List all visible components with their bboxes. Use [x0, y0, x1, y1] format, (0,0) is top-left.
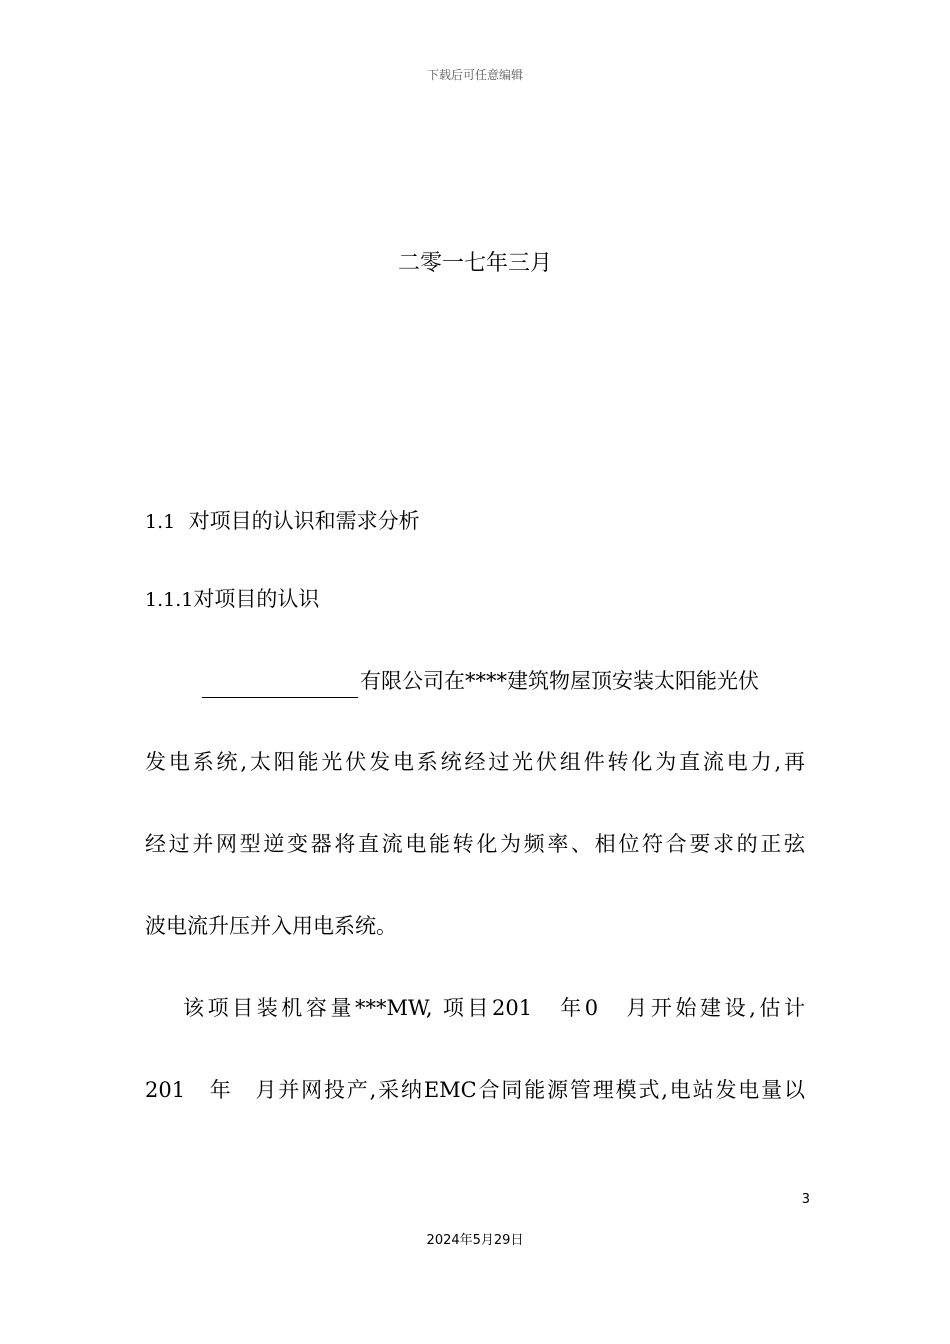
subsection-heading [145, 583, 319, 613]
page-number: 3 [801, 1192, 810, 1207]
header-note: 下载后可任意编辑 [426, 68, 523, 82]
subsection-number: 1.1.1 [145, 589, 194, 611]
company-name-blank [202, 671, 358, 698]
paragraph2-line1: 该项目装机容量***MW, 项目201 年0 月开始建设,估计 [183, 996, 805, 1020]
paragraph1-line3: 经过并网型逆变器将直流电能转化为频率、相位符合要求的正弦 [145, 832, 805, 856]
section-number: 1.1 [145, 511, 176, 533]
section-heading [145, 505, 420, 535]
document-date-title: 二零一七年三月 [397, 251, 552, 276]
footer-date: 2024年5月29日 [426, 1233, 524, 1248]
paragraph1-line4: 波电流升压并入用电系统。 [145, 914, 397, 938]
paragraph2-line2: 201 年 月并网投产,采纳EMC合同能源管理模式,电站发电量以 [145, 1078, 805, 1102]
section-title: 对项目的认识和需求分析 [188, 509, 420, 533]
paragraph1-line1 [145, 664, 805, 698]
paragraph1-line2: 发电系统,太阳能光伏发电系统经过光伏组件转化为直流电力,再 [145, 750, 805, 774]
subsection-title: 对项目的认识 [193, 587, 320, 611]
paragraph1-line1-text: 有限公司在****建筑物屋顶安装太阳能光伏 [360, 669, 759, 693]
